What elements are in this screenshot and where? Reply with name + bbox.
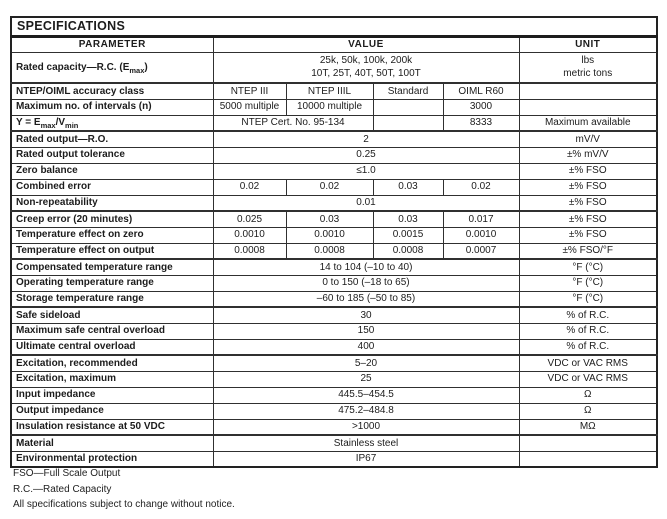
- value-cell: 30: [213, 307, 519, 323]
- value-cell: [213, 52, 519, 83]
- value-cell: 0.02: [213, 179, 286, 195]
- param-cell: Creep error (20 minutes): [11, 211, 213, 227]
- param-cell: Insulation resistance at 50 VDC: [11, 419, 213, 435]
- spec-row-compensated-temp-range: [11, 259, 657, 275]
- param-cell: Material: [11, 435, 213, 451]
- unit-cell: [519, 435, 657, 451]
- unit-cell: ±% FSO: [519, 179, 657, 195]
- unit-cell: [519, 52, 657, 83]
- param-cell: Excitation, recommended: [11, 355, 213, 371]
- unit-line-2: metric tons: [563, 67, 613, 79]
- spec-row-zero-balance: [11, 163, 657, 179]
- param-cell: Ultimate central overload: [11, 339, 213, 355]
- param-subscript: max: [40, 121, 56, 131]
- spec-row-rated-output: [11, 131, 657, 147]
- value-cell: 0.0008: [213, 243, 286, 259]
- value-cell-standard: Standard: [373, 83, 443, 99]
- footnotes: [13, 466, 235, 513]
- value-cell: 445.5–454.5: [213, 387, 519, 403]
- value-cell: Stainless steel: [213, 435, 519, 451]
- value-cell: 0.0008: [286, 243, 373, 259]
- value-cell: 0.0010: [213, 227, 286, 243]
- value-cell: [373, 115, 443, 131]
- column-header-row: [11, 36, 657, 52]
- unit-cell: °F (°C): [519, 291, 657, 307]
- spec-row-insulation-resistance: [11, 419, 657, 435]
- value-cell: 14 to 104 (–10 to 40): [213, 259, 519, 275]
- value-cell: 0.0010: [286, 227, 373, 243]
- value-cell: ≤1.0: [213, 163, 519, 179]
- param-cell: Input impedance: [11, 387, 213, 403]
- param-cell: [11, 52, 213, 83]
- unit-cell: Ω: [519, 403, 657, 419]
- value-cell-ntep3l: NTEP IIIL: [286, 83, 373, 99]
- col-header-value: VALUE: [213, 36, 519, 52]
- footnote-rc: R.C.—Rated Capacity: [13, 483, 112, 495]
- param-cell: Combined error: [11, 179, 213, 195]
- param-cell: Non-repeatability: [11, 195, 213, 211]
- param-subscript: max: [129, 65, 145, 75]
- value-line-2: 10T, 25T, 40T, 50T, 100T: [311, 67, 421, 79]
- value-cell: 0.01: [213, 195, 519, 211]
- param-cell: Environmental protection: [11, 451, 213, 467]
- param-cell: NTEP/OIML accuracy class: [11, 83, 213, 99]
- spec-row-non-repeatability: [11, 195, 657, 211]
- value-cell: 10000 multiple: [286, 99, 373, 115]
- spec-row-creep-error: [11, 211, 657, 227]
- value-cell: 25: [213, 371, 519, 387]
- param-cell: Maximum no. of intervals (n): [11, 99, 213, 115]
- spec-row-output-impedance: [11, 403, 657, 419]
- spec-row-material: [11, 435, 657, 451]
- spec-row-operating-temp-range: [11, 275, 657, 291]
- unit-cell: [519, 83, 657, 99]
- param-cell: Rated output—R.O.: [11, 131, 213, 147]
- unit-cell: ±% FSO: [519, 211, 657, 227]
- param-cell: Safe sideload: [11, 307, 213, 323]
- value-cell: 0.0015: [373, 227, 443, 243]
- value-cell: 5–20: [213, 355, 519, 371]
- unit-cell: [519, 451, 657, 467]
- value-cell: 0.0007: [443, 243, 519, 259]
- col-header-unit: UNIT: [519, 36, 657, 52]
- value-cell: 0.03: [373, 211, 443, 227]
- value-cell: 0.02: [443, 179, 519, 195]
- value-cell: 0.25: [213, 147, 519, 163]
- spec-row-rated-output-tolerance: [11, 147, 657, 163]
- col-header-parameter: PARAMETER: [11, 36, 213, 52]
- spec-row-excitation-recommended: [11, 355, 657, 371]
- param-cell: Operating temperature range: [11, 275, 213, 291]
- value-cell: 5000 multiple: [213, 99, 286, 115]
- param-text: /V: [55, 117, 66, 129]
- value-cell-ntep3: NTEP III: [213, 83, 286, 99]
- spec-row-input-impedance: [11, 387, 657, 403]
- footnote-fso: FSO—Full Scale Output: [13, 468, 121, 479]
- spec-row-ultimate-central-overload: [11, 339, 657, 355]
- unit-cell: % of R.C.: [519, 307, 657, 323]
- value-cell-cert: NTEP Cert. No. 95-134: [213, 115, 373, 131]
- param-cell: Compensated temperature range: [11, 259, 213, 275]
- value-cell: 0.02: [286, 179, 373, 195]
- value-cell: 2: [213, 131, 519, 147]
- value-cell: 475.2–484.8: [213, 403, 519, 419]
- param-cell: Excitation, maximum: [11, 371, 213, 387]
- value-cell: IP67: [213, 451, 519, 467]
- spec-row-storage-temp-range: [11, 291, 657, 307]
- unit-cell: ±% FSO: [519, 227, 657, 243]
- value-line-1: 25k, 50k, 100k, 200k: [319, 55, 413, 66]
- unit-cell: MΩ: [519, 419, 657, 435]
- param-text: Rated capacity—R.C. (E: [16, 61, 130, 73]
- unit-cell: ±% FSO/°F: [519, 243, 657, 259]
- unit-cell: Ω: [519, 387, 657, 403]
- table-title: SPECIFICATIONS: [11, 17, 657, 36]
- value-cell: 0.0008: [373, 243, 443, 259]
- unit-cell: °F (°C): [519, 259, 657, 275]
- param-cell: Maximum safe central overload: [11, 323, 213, 339]
- footnote-disclaimer: All specifications subject to change without notice.: [13, 499, 235, 510]
- spec-row-environmental-protection: [11, 451, 657, 467]
- specifications-table: [10, 16, 658, 468]
- spec-row-rated-capacity: [11, 52, 657, 83]
- param-cell: Temperature effect on zero: [11, 227, 213, 243]
- unit-cell: VDC or VAC RMS: [519, 355, 657, 371]
- unit-cell: Maximum available: [519, 115, 657, 131]
- unit-cell: % of R.C.: [519, 323, 657, 339]
- unit-cell: °F (°C): [519, 275, 657, 291]
- param-text: Y = E: [16, 117, 41, 129]
- value-cell: 150: [213, 323, 519, 339]
- param-cell: Output impedance: [11, 403, 213, 419]
- value-cell: 0.0010: [443, 227, 519, 243]
- unit-cell: % of R.C.: [519, 339, 657, 355]
- spec-row-max-safe-central-overload: [11, 323, 657, 339]
- value-cell: [373, 99, 443, 115]
- spec-row-y-ratio: [11, 115, 657, 131]
- param-cell: Temperature effect on output: [11, 243, 213, 259]
- unit-cell: VDC or VAC RMS: [519, 371, 657, 387]
- value-cell: 0.03: [373, 179, 443, 195]
- unit-line-1: lbs: [581, 55, 595, 66]
- spec-row-excitation-maximum: [11, 371, 657, 387]
- unit-cell: mV/V: [519, 131, 657, 147]
- value-cell: –60 to 185 (–50 to 85): [213, 291, 519, 307]
- value-cell: 0.025: [213, 211, 286, 227]
- spec-row-combined-error: [11, 179, 657, 195]
- unit-cell: [519, 99, 657, 115]
- spec-row-max-intervals: [11, 99, 657, 115]
- spec-row-temp-effect-zero: [11, 227, 657, 243]
- value-cell: >1000: [213, 419, 519, 435]
- spec-row-temp-effect-output: [11, 243, 657, 259]
- value-cell: 0.03: [286, 211, 373, 227]
- spec-row-safe-sideload: [11, 307, 657, 323]
- param-cell: Rated output tolerance: [11, 147, 213, 163]
- unit-cell: ±% FSO: [519, 195, 657, 211]
- value-cell: 8333: [443, 115, 519, 131]
- param-text: ): [144, 61, 148, 73]
- param-cell: Zero balance: [11, 163, 213, 179]
- param-cell: [11, 115, 213, 131]
- param-subscript: min: [65, 121, 79, 131]
- value-cell: 0.017: [443, 211, 519, 227]
- value-cell-oiml: OIML R60: [443, 83, 519, 99]
- unit-cell: ±% mV/V: [519, 147, 657, 163]
- unit-cell: ±% FSO: [519, 163, 657, 179]
- table-title-row: [11, 17, 657, 36]
- param-cell: Storage temperature range: [11, 291, 213, 307]
- value-cell: 3000: [443, 99, 519, 115]
- spec-row-accuracy-class: [11, 83, 657, 99]
- value-cell: 0 to 150 (–18 to 65): [213, 275, 519, 291]
- value-cell: 400: [213, 339, 519, 355]
